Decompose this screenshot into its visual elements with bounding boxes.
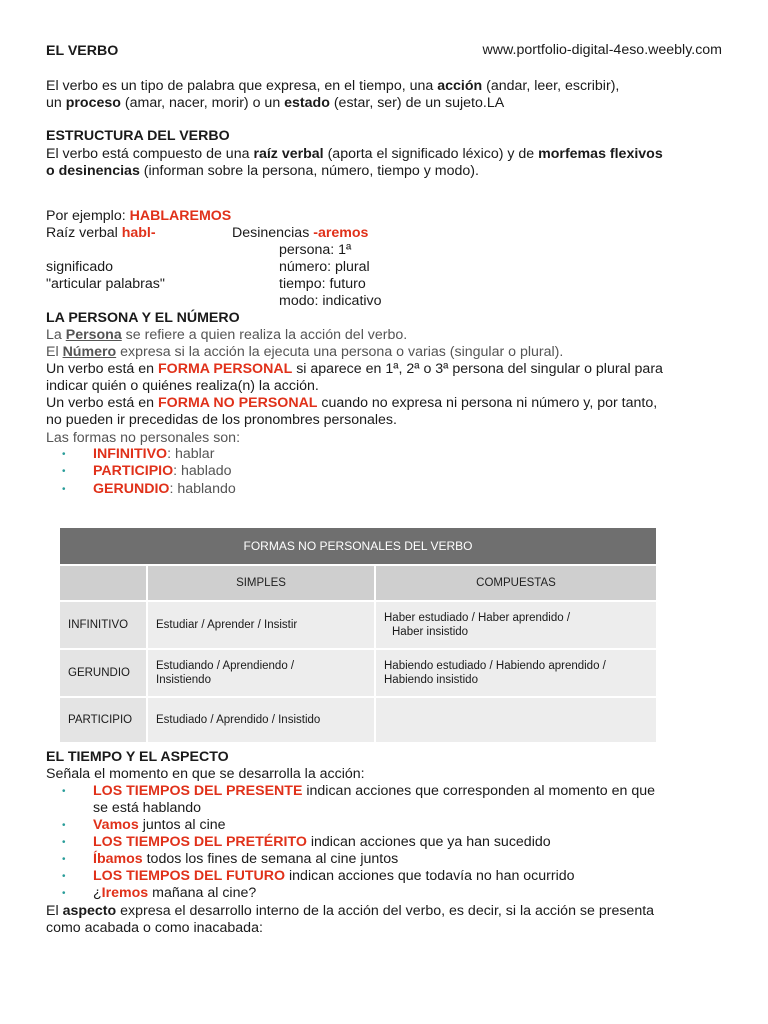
page-title: EL VERBO <box>46 43 119 59</box>
intro-line-2: un proceso (amar, nacer, morir) o un estado (estar, ser) de un sujeto.LA <box>46 95 505 111</box>
aspecto-line-1: El aspecto expresa el desarrollo interno de la acción del verbo, es decir, si la acción se presenta <box>46 903 655 919</box>
example-line: Por ejemplo: HABLAREMOS <box>46 208 232 224</box>
bullet-icon: • <box>62 871 66 882</box>
table-cell: Haber estudiado / Haber aprendido / Haber insistido <box>376 602 656 648</box>
table-row <box>60 698 656 742</box>
table-cell: Estudiar / Aprender / Insistir <box>148 602 374 648</box>
persona-line-4: indicar quién o quiénes realiza(n) la acción. <box>46 378 319 394</box>
bullet-icon: • <box>62 837 66 848</box>
bullet-icon: • <box>62 888 66 899</box>
example-persona: persona: 1ª <box>279 242 352 258</box>
list-item: LOS TIEMPOS DEL PRETÉRITO indican acciones que ya han sucedido <box>93 834 551 850</box>
table-row <box>60 650 656 696</box>
list-item: ¿Iremos mañana al cine? <box>93 885 257 901</box>
table-header-compuestas: COMPUESTAS <box>376 566 656 600</box>
bullet-icon: • <box>62 854 66 865</box>
table-cell: Estudiado / Aprendido / Insistido <box>148 698 374 742</box>
list-item: Íbamos todos los fines de semana al cine juntos <box>93 851 399 867</box>
estructura-line-1: El verbo está compuesto de una raíz verbal (aporta el significado léxico) y de morfemas flexivos <box>46 146 663 162</box>
list-item: PARTICIPIO: hablado <box>93 463 232 479</box>
table-row <box>60 602 656 648</box>
persona-line-7: Las formas no personales son: <box>46 430 241 446</box>
list-item: LOS TIEMPOS DEL FUTURO indican acciones que todavía no han ocurrido <box>93 868 575 884</box>
table-cell: Estudiando / Aprendiendo / Insistiendo <box>148 650 374 696</box>
persona-line-5: Un verbo está en FORMA NO PERSONAL cuando no expresa ni persona ni número y, por tanto, <box>46 395 658 411</box>
table-cell <box>376 698 656 742</box>
example-articular: "articular palabras" <box>46 276 165 292</box>
persona-line-6: no pueden ir precedidas de los pronombres personales. <box>46 412 397 428</box>
table-header-empty <box>60 566 146 600</box>
bullet-icon: • <box>62 786 66 797</box>
bullet-icon: • <box>62 484 66 495</box>
section-heading-tiempo: EL TIEMPO Y EL ASPECTO <box>46 749 229 765</box>
list-item: LOS TIEMPOS DEL PRESENTE indican acciones que corresponden al momento en que <box>93 783 655 799</box>
table-header-simples: SIMPLES <box>148 566 374 600</box>
example-root: Raíz verbal habl- <box>46 225 156 241</box>
tiempo-intro: Señala el momento en que se desarrolla la acción: <box>46 766 365 782</box>
bullet-icon: • <box>62 820 66 831</box>
persona-line-2: El Número expresa si la acción la ejecuta una persona o varias (singular o plural). <box>46 344 564 360</box>
table-title: FORMAS NO PERSONALES DEL VERBO <box>60 528 656 564</box>
example-modo: modo: indicativo <box>279 293 382 309</box>
list-item: GERUNDIO: hablando <box>93 481 236 497</box>
list-item-continuation: se está hablando <box>93 800 202 816</box>
example-desinencias: Desinencias -aremos <box>232 225 369 241</box>
bullet-icon: • <box>62 449 66 460</box>
list-item: INFINITIVO: hablar <box>93 446 215 462</box>
estructura-line-2: o desinencias (informan sobre la persona, número, tiempo y modo). <box>46 163 479 179</box>
example-tiempo: tiempo: futuro <box>279 276 366 292</box>
aspecto-line-2: como acabada o como inacabada: <box>46 920 263 936</box>
example-numero: número: plural <box>279 259 370 275</box>
persona-line-1: La Persona se refiere a quien realiza la acción del verbo. <box>46 327 408 343</box>
persona-line-3: Un verbo está en FORMA PERSONAL si aparece en 1ª, 2ª o 3ª persona del singular o plural para <box>46 361 663 377</box>
bullet-icon: • <box>62 466 66 477</box>
section-heading-estructura: ESTRUCTURA DEL VERBO <box>46 128 230 144</box>
row-header: INFINITIVO <box>60 602 146 648</box>
list-item: Vamos juntos al cine <box>93 817 226 833</box>
row-header: GERUNDIO <box>60 650 146 696</box>
table-cell: Habiendo estudiado / Habiendo aprendido / Habiendo insistido <box>376 650 656 696</box>
non-personal-forms-table <box>58 526 658 744</box>
website-url: www.portfolio-digital-4eso.weebly.com <box>482 42 722 58</box>
section-heading-persona: LA PERSONA Y EL NÚMERO <box>46 310 240 326</box>
intro-line-1: El verbo es un tipo de palabra que expresa, en el tiempo, una acción (andar, leer, escribir), <box>46 78 620 94</box>
example-significado: significado <box>46 259 114 275</box>
row-header: PARTICIPIO <box>60 698 146 742</box>
